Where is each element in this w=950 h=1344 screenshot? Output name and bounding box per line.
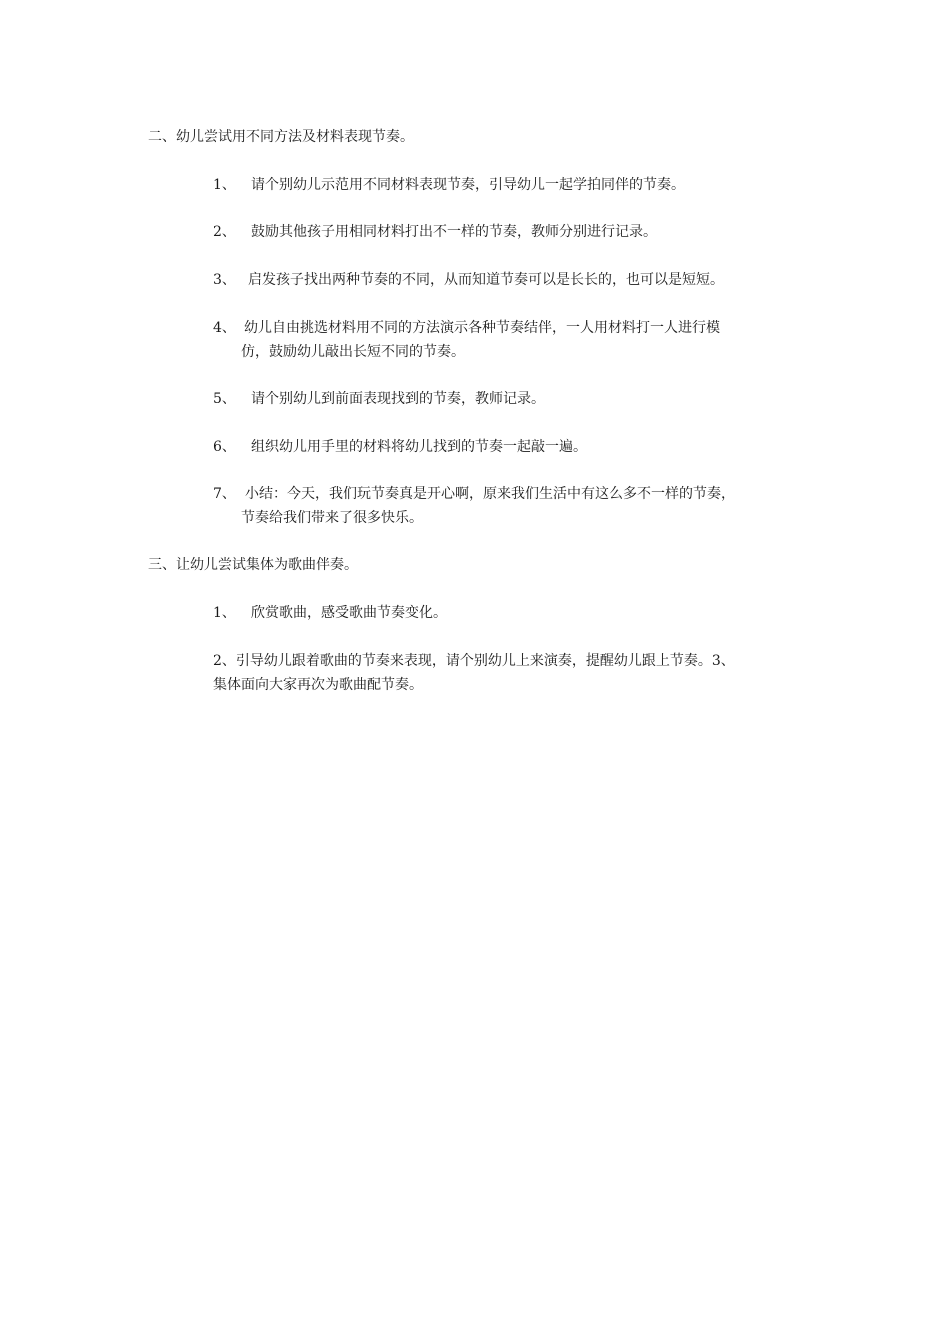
- item-number: 3、: [213, 272, 236, 288]
- section-2-heading: 二、幼儿尝试用不同方法及材料表现节奏。: [148, 129, 414, 145]
- item-text: 幼儿自由挑选材料用不同的方法演示各种节奏结伴，一人用材料打一人进行模: [244, 320, 720, 336]
- item-text: 小结：今天，我们玩节奏真是开心啊，原来我们生活中有这么多不一样的节奏，: [245, 486, 735, 502]
- item-text: 鼓励其他孩子用相同材料打出不一样的节奏，教师分别进行记录。: [251, 224, 657, 240]
- item-number: 1、: [213, 605, 236, 621]
- item-text: 启发孩子找出两种节奏的不同，从而知道节奏可以是长长的，也可以是短短。: [248, 272, 724, 288]
- item-text-continuation: 节奏给我们带来了很多快乐。: [241, 510, 423, 526]
- paragraph-line: 2、引导幼儿跟着歌曲的节奏来表现，请个别幼儿上来演奏，提醒幼儿跟上节奏。3、: [213, 653, 735, 669]
- item-text: 组织幼儿用手里的材料将幼儿找到的节奏一起敲一遍。: [251, 439, 587, 455]
- item-number: 7、: [213, 486, 236, 502]
- item-number: 6、: [213, 439, 236, 455]
- item-text: 请个别幼儿到前面表现找到的节奏，教师记录。: [251, 391, 545, 407]
- item-number: 2、: [213, 224, 236, 240]
- section-3-heading: 三、让幼儿尝试集体为歌曲伴奏。: [148, 557, 358, 573]
- item-number: 4、: [213, 320, 236, 336]
- item-text: 请个别幼儿示范用不同材料表现节奏，引导幼儿一起学拍同伴的节奏。: [251, 177, 685, 193]
- item-number: 1、: [213, 177, 236, 193]
- item-number: 5、: [213, 391, 236, 407]
- item-text: 欣赏歌曲，感受歌曲节奏变化。: [251, 605, 447, 621]
- item-text-continuation: 仿，鼓励幼儿敲出长短不同的节奏。: [241, 344, 465, 360]
- paragraph-line: 集体面向大家再次为歌曲配节奏。: [213, 677, 423, 693]
